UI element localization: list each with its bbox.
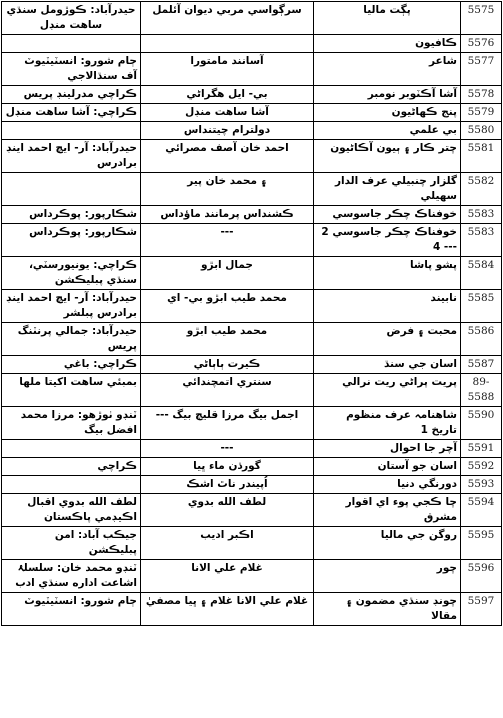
publisher-cell: بمبئي ساهت اکيتا ملها: [2, 374, 141, 407]
number-cell: 5576: [461, 35, 502, 53]
publisher-cell: ڄام شورو: انسٽيٽيوٽ: [2, 593, 141, 626]
table-row: [2, 560, 502, 593]
publisher-cell: شڪارپور: پوڪرداس: [2, 224, 141, 257]
number-cell: 5590: [461, 407, 502, 440]
author-cell: اجمل بيگ مرزا قليچ بيگ ---: [141, 407, 314, 440]
number-cell: 5578: [461, 86, 502, 104]
author-cell: ---: [141, 440, 314, 458]
title-cell: دورنگي دنيا: [314, 476, 461, 494]
publisher-cell: [2, 476, 141, 494]
table-row: [2, 104, 502, 122]
number-cell: 5592: [461, 458, 502, 476]
table-row: [2, 440, 502, 458]
table-row: [2, 2, 502, 35]
author-cell: گورڌن ماء ڀيا: [141, 458, 314, 476]
number-cell: 5583: [461, 206, 502, 224]
title-cell: چتر ڪار ۽ ٻيون آڪاڻيون: [314, 140, 461, 173]
table-row: [2, 140, 502, 173]
author-cell: سرڳواسي مربي ديوان آئلمل: [141, 2, 314, 35]
title-cell: محبت ۽ فرض: [314, 323, 461, 356]
title-cell: شاهنامہ عرف منظوم تاريخ 1: [314, 407, 461, 440]
number-cell: 5584: [461, 257, 502, 290]
table-row: [2, 323, 502, 356]
publisher-cell: حيدرآباد: آر- ايچ احمد اينڊ برادرس پبلشر: [2, 290, 141, 323]
publisher-cell: ڪراچي: [2, 458, 141, 476]
number-cell: 5586: [461, 323, 502, 356]
table-row: [2, 458, 502, 476]
number-cell: 5595: [461, 527, 502, 560]
publisher-cell: ٽنڊو ٺوڙهو: مرزا محمد افضل بيگ: [2, 407, 141, 440]
catalog-table: [1, 1, 502, 626]
table-row: [2, 356, 502, 374]
publisher-cell: حيدرآباد: ڪوڙومل سنڌي ساهت منڊل: [2, 2, 141, 35]
publisher-cell: [2, 173, 141, 206]
table-row: [2, 206, 502, 224]
publisher-cell: ڪراچي مدرلينڊ پريس: [2, 86, 141, 104]
table-row: [2, 53, 502, 86]
author-cell: ڪيرت ٻاٻاڻي: [141, 356, 314, 374]
table-row: [2, 527, 502, 560]
table-row: [2, 374, 502, 407]
number-cell: 5594: [461, 494, 502, 527]
author-cell: بي- ايل هگراڻي: [141, 86, 314, 104]
number-cell: 5597: [461, 593, 502, 626]
title-cell: پشو پاشا: [314, 257, 461, 290]
table-row: [2, 35, 502, 53]
publisher-cell: [2, 440, 141, 458]
title-cell: خوفناڪ چڪر جاسوسي: [314, 206, 461, 224]
title-cell: پڳت ماليا: [314, 2, 461, 35]
author-cell: آسانند مامتورا: [141, 53, 314, 86]
author-cell: دولترام چيتنداس: [141, 122, 314, 140]
number-cell: 5582: [461, 173, 502, 206]
publisher-cell: [2, 35, 141, 53]
author-cell: محمد طيب ابڙو بي- اي: [141, 290, 314, 323]
title-cell: خوفناڪ چڪر جاسوسي 2 --- 4: [314, 224, 461, 257]
title-cell: نابيند: [314, 290, 461, 323]
title-cell: آشا آڪٽوبر نومبر: [314, 86, 461, 104]
table-row: [2, 122, 502, 140]
author-cell: ڪشنداس پرمانند ماؤداس: [141, 206, 314, 224]
title-cell: اسان جو آستان: [314, 458, 461, 476]
author-cell: غلام علي الانا غلام ۽ ڀيا مصفيٰ: [141, 593, 314, 626]
number-cell: 5583: [461, 224, 502, 257]
table-row: [2, 290, 502, 323]
author-cell: اڪبر اديب: [141, 527, 314, 560]
number-cell: 5585: [461, 290, 502, 323]
table-row: [2, 257, 502, 290]
publisher-cell: جيڪب آباد: امن پبليڪشن: [2, 527, 141, 560]
title-cell: پريت پراڻي ريت نرالي: [314, 374, 461, 407]
publisher-cell: ڪراچي: يونيورسٽي، سنڌي پبليڪشن: [2, 257, 141, 290]
publisher-cell: حيدرآباد: آر- ايچ احمد اينڊ برادرس: [2, 140, 141, 173]
title-cell: ڪافيون: [314, 35, 461, 53]
title-cell: آچر جا احوال: [314, 440, 461, 458]
number-cell: 5581: [461, 140, 502, 173]
author-cell: ۽ محمد خان پير: [141, 173, 314, 206]
title-cell: پنج ڪهاڻيون: [314, 104, 461, 122]
publisher-cell: ٽنڊو محمد خان: سلسلۂ اشاعت اداره سنڌي ادب: [2, 560, 141, 593]
author-cell: محمد طيب ابڙو: [141, 323, 314, 356]
table-row: [2, 476, 502, 494]
publisher-cell: ڄام شورو: انسٽيٽيوٽ آف سنڌالاجي: [2, 53, 141, 86]
title-cell: چونڊ سنڌي مضمون ۽ مقالا: [314, 593, 461, 626]
number-cell: 5580: [461, 122, 502, 140]
author-cell: آشا ساهت منڊل: [141, 104, 314, 122]
title-cell: گلزار چنبيلي عرف الدار سهيلي: [314, 173, 461, 206]
author-cell: اُپيندر ناٿ اشڪ: [141, 476, 314, 494]
publisher-cell: حيدرآباد: جمالي پرنٽنگ پريس: [2, 323, 141, 356]
author-cell: جمال ابڙو: [141, 257, 314, 290]
author-cell: لطف الله بدوي: [141, 494, 314, 527]
publisher-cell: ڪراچي: آشا ساهت منڊل: [2, 104, 141, 122]
author-cell: احمد خان آصف مصرائي: [141, 140, 314, 173]
table-row: [2, 407, 502, 440]
title-cell: چا ڪجي پوء اي اقوار مشرق: [314, 494, 461, 527]
publisher-cell: [2, 122, 141, 140]
number-cell: 5587: [461, 356, 502, 374]
publisher-cell: ڪراچي: باغي: [2, 356, 141, 374]
publisher-cell: لطف الله بدوي اقبال اڪيڊمي پاڪستان: [2, 494, 141, 527]
author-cell: [141, 35, 314, 53]
title-cell: شاعر: [314, 53, 461, 86]
table-row: [2, 86, 502, 104]
table-row: [2, 593, 502, 626]
number-cell: 89-5588: [461, 374, 502, 407]
number-cell: 5593: [461, 476, 502, 494]
title-cell: روگن جي ماليا: [314, 527, 461, 560]
title-cell: اسان جي سنڌ: [314, 356, 461, 374]
publisher-cell: شڪارپور: پوڪرداس: [2, 206, 141, 224]
table-row: [2, 494, 502, 527]
number-cell: 5596: [461, 560, 502, 593]
title-cell: بي علمي: [314, 122, 461, 140]
number-cell: 5579: [461, 104, 502, 122]
number-cell: 5577: [461, 53, 502, 86]
table-row: [2, 173, 502, 206]
title-cell: چور: [314, 560, 461, 593]
author-cell: غلام علي الانا: [141, 560, 314, 593]
author-cell: سنتري اتمچندائي: [141, 374, 314, 407]
table-row: [2, 224, 502, 257]
number-cell: 5591: [461, 440, 502, 458]
number-cell: 5575: [461, 2, 502, 35]
author-cell: ---: [141, 224, 314, 257]
